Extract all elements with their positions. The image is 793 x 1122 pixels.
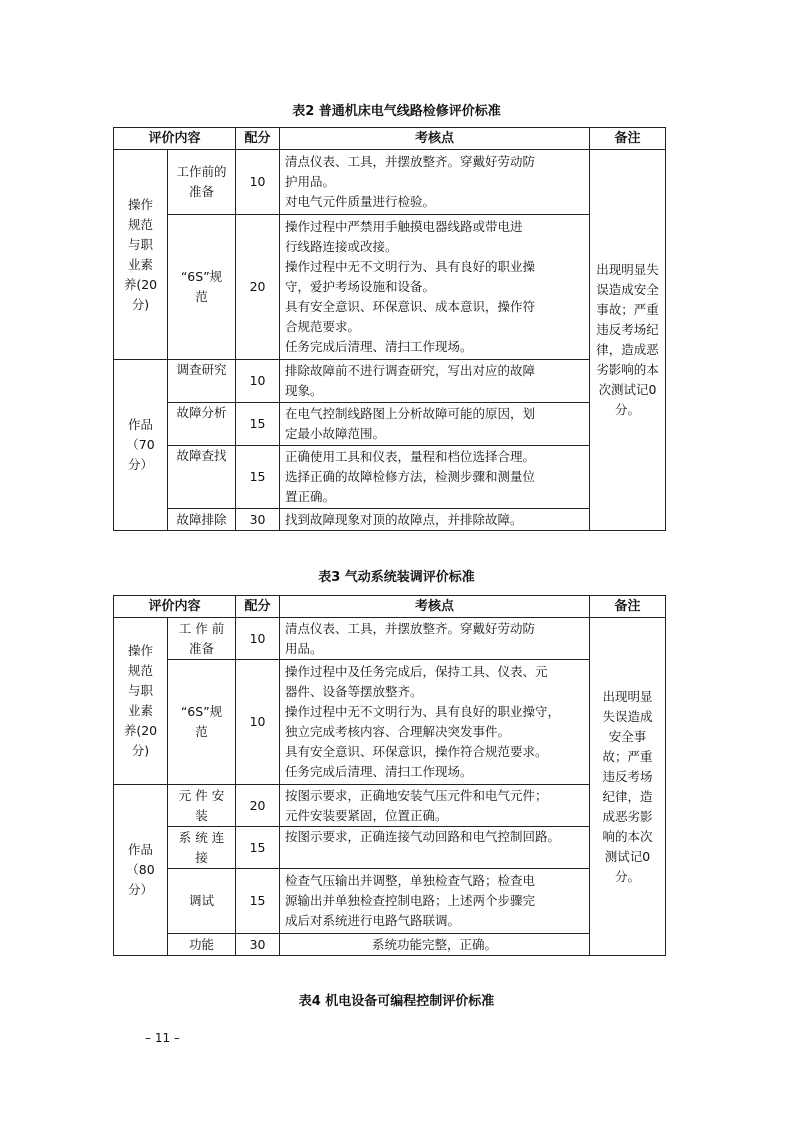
table3-title: 表3 气动系统装调评价标准 bbox=[318, 570, 475, 585]
item-score: 15 bbox=[236, 827, 280, 869]
item-name: 故障排除 bbox=[168, 509, 236, 531]
item-points: 正确使用工具和仪表，量程和档位选择合理。 选择正确的故障检修方法，检测步骤和测量位 置正确。 bbox=[280, 446, 590, 509]
header-points: 考核点 bbox=[280, 128, 590, 150]
header-remark: 备注 bbox=[590, 128, 666, 150]
item-name: 元 件 安 装 bbox=[168, 785, 236, 827]
item-points: 检查气压输出并调整，单独检查气路；检查电 源输出并单独检查控制电路；上述两个步骤完 成后对系统进行电路气路联调。 bbox=[280, 869, 590, 934]
item-name: 故障分析 bbox=[168, 403, 236, 446]
item-points: 系统功能完整，正确。 bbox=[280, 934, 590, 956]
item-score: 10 bbox=[236, 360, 280, 403]
item-score: 15 bbox=[236, 446, 280, 509]
group-operation-label: 操作 规范 与职 业素 养(20 分) bbox=[114, 618, 168, 785]
item-name: 工作前的 准备 bbox=[168, 150, 236, 215]
item-name: 故障查找 bbox=[168, 446, 236, 509]
item-points: 按图示要求，正确地安装气压元件和电气元件； 元件安装要紧固，位置正确。 bbox=[280, 785, 590, 827]
item-points: 在电气控制线路图上分析故障可能的原因，划 定最小故障范围。 bbox=[280, 403, 590, 446]
header-score: 配分 bbox=[236, 596, 280, 618]
item-points: 排除故障前不进行调查研究，写出对应的故障 现象。 bbox=[280, 360, 590, 403]
remark-cell: 出现明显失 误造成安全 事故；严重 违反考场纪 律，造成恶 劣影响的本 次测试记0 分。 bbox=[590, 150, 666, 531]
item-score: 30 bbox=[236, 934, 280, 956]
table4-title: 表4 机电设备可编程控制评价标准 bbox=[298, 994, 495, 1009]
item-points: 清点仪表、工具，并摆放整齐。穿戴好劳动防 用品。 bbox=[280, 618, 590, 660]
header-score: 配分 bbox=[236, 128, 280, 150]
item-points: 操作过程中及任务完成后，保持工具、仪表、元 器件、设备等摆放整齐。 操作过程中无不文明行为、具有良好的职业操守， 独立完成考核内容、合理解决突发事件。 具有安全意识、环保意识，操作符合规范要求。 任务完成后清理、清扫工作现场。 bbox=[280, 660, 590, 785]
item-name: “6S”规 范 bbox=[168, 215, 236, 360]
item-name: 调查研究 bbox=[168, 360, 236, 403]
item-name: 工 作 前 准备 bbox=[168, 618, 236, 660]
item-name: 系 统 连 接 bbox=[168, 827, 236, 869]
item-name: 功能 bbox=[168, 934, 236, 956]
item-score: 15 bbox=[236, 403, 280, 446]
item-score: 10 bbox=[236, 618, 280, 660]
page-number: – 11 – bbox=[145, 1031, 180, 1045]
table2 bbox=[113, 127, 666, 531]
remark-cell: 出现明显 失误造成 安全事 故；严重 违反考场 纪律，造 成恶劣影 响的本次 测试记0 分。 bbox=[590, 618, 666, 956]
item-score: 20 bbox=[236, 215, 280, 360]
item-points: 清点仪表、工具，并摆放整齐。穿戴好劳动防 护用品。 对电气元件质量进行检验。 bbox=[280, 150, 590, 215]
header-points: 考核点 bbox=[280, 596, 590, 618]
header-content: 评价内容 bbox=[114, 128, 236, 150]
table2-title: 表2 普通机床电气线路检修评价标准 bbox=[292, 104, 501, 119]
item-score: 20 bbox=[236, 785, 280, 827]
item-name: 调试 bbox=[168, 869, 236, 934]
group-product-label: 作品 （70 分） bbox=[114, 360, 168, 531]
group-operation-label: 操作 规范 与职 业素 养(20 分) bbox=[114, 150, 168, 360]
header-content: 评价内容 bbox=[114, 596, 236, 618]
item-points: 按图示要求，正确连接气动回路和电气控制回路。 bbox=[280, 827, 590, 869]
item-score: 10 bbox=[236, 150, 280, 215]
item-points: 操作过程中严禁用手触摸电器线路或带电进 行线路连接或改接。 操作过程中无不文明行为、具有良好的职业操 守，爱护考场设施和设备。 具有安全意识、环保意识、成本意识，操作符 合规范要求。 任务完成后清理、清扫工作现场。 bbox=[280, 215, 590, 360]
item-name: “6S”规 范 bbox=[168, 660, 236, 785]
item-score: 30 bbox=[236, 509, 280, 531]
item-score: 10 bbox=[236, 660, 280, 785]
table3 bbox=[113, 595, 666, 956]
item-score: 15 bbox=[236, 869, 280, 934]
header-remark: 备注 bbox=[590, 596, 666, 618]
group-product-label: 作品 （80 分） bbox=[114, 785, 168, 956]
item-points: 找到故障现象对顶的故障点，并排除故障。 bbox=[280, 509, 590, 531]
